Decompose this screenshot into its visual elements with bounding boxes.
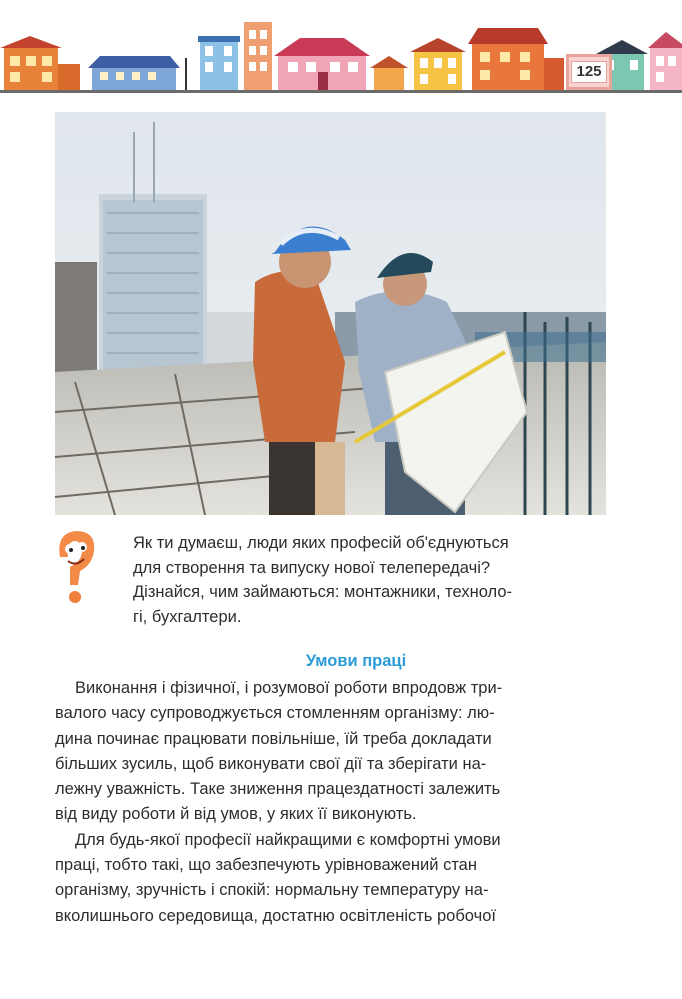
paragraph-line: лежну уважність. Таке зниження працездатності залежить: [55, 780, 501, 799]
paragraph-line: вколишнього середовища, достатню освітленість робочої: [55, 906, 496, 925]
paragraph-line: від виду роботи й від умов, у яких її виконують.: [55, 805, 417, 824]
question-mascot-icon: [50, 527, 100, 605]
section-title: Умови праці: [305, 652, 407, 670]
construction-workers-photo: [55, 112, 606, 515]
paragraph-line: праці, тобто такі, що забезпечують урівноважений стан: [55, 856, 477, 875]
ground-line: [0, 90, 682, 93]
page-number: 125: [571, 61, 606, 83]
question-line: гі, бухгалтери.: [133, 607, 242, 626]
question-line: Дізнайся, чим займаються: монтажники, техноло-: [133, 583, 513, 601]
question-text: [133, 531, 613, 629]
paragraph-line: організму, зручність і спокій: нормальну температуру на-: [55, 881, 489, 900]
paragraph-line: Виконання і фізичної, і розумової роботи впродовж три-: [75, 679, 503, 697]
paragraph-line: Для будь-якої професії найкращими є комфортні умови: [75, 830, 501, 849]
photo-illustration: [55, 112, 606, 515]
paragraph-line: більших зусиль, щоб виконувати свої дії та зберігати на-: [55, 754, 487, 773]
section-body: [55, 676, 615, 929]
question-line: для створення та випуску нової телепередачі?: [133, 558, 491, 577]
paragraph-line: валого часу супроводжується стомленням організму: лю-: [55, 704, 495, 723]
page-header: [0, 0, 682, 100]
question-line: Як ти думаєш, люди яких професій об'єднуються: [133, 534, 509, 552]
page-number-badge: [566, 54, 612, 90]
paragraph-line: дина починає працювати повільніше, їй треба докладати: [55, 729, 492, 748]
